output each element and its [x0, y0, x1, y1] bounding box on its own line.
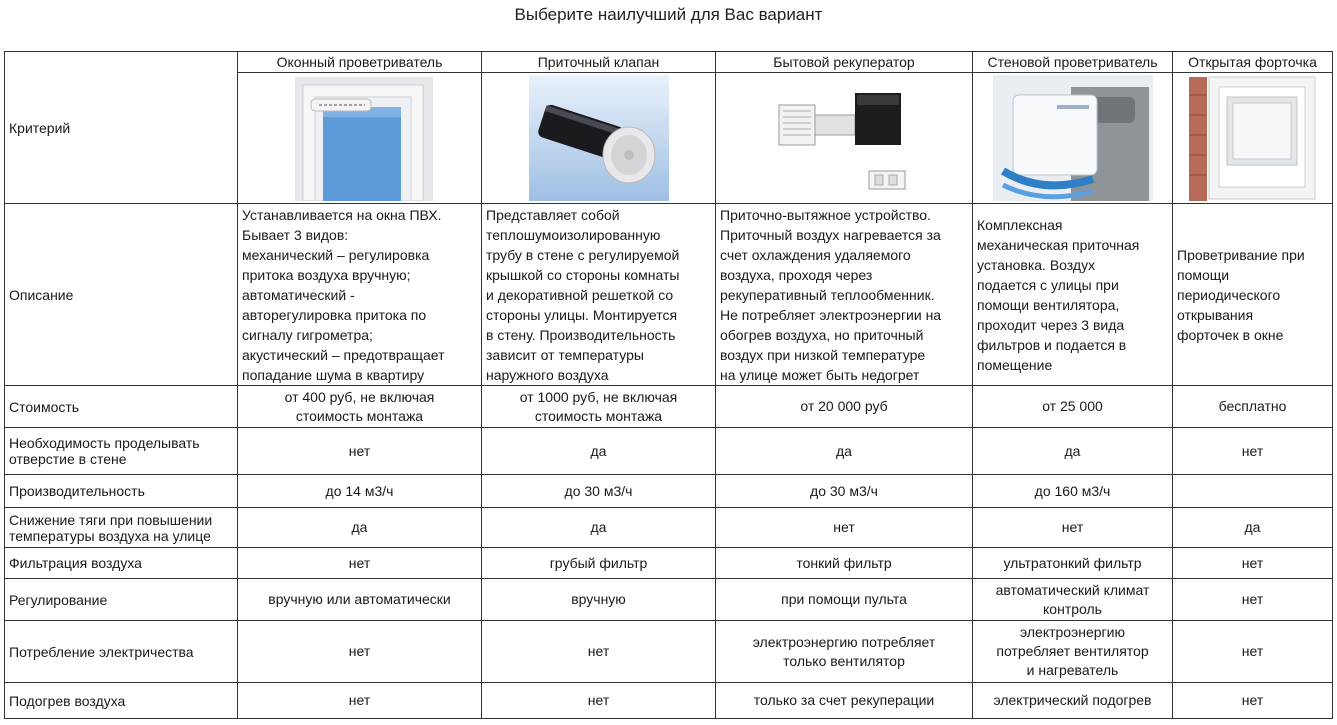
table-row: [5, 475, 1333, 508]
table-cell: да: [238, 508, 482, 548]
table-cell: да: [1173, 508, 1333, 548]
table-cell: автоматический климат контроль: [973, 579, 1173, 621]
column-header: Открытая форточка: [1173, 52, 1333, 73]
column-header: Стеновой проветриватель: [973, 52, 1173, 73]
image-cell: [716, 73, 973, 204]
description-cell: Комплексная механическая приточная установка. Воздух подается с улицы при помощи вентилятора, проходит через 3 вида фильтров и подается в помещение: [973, 204, 1173, 386]
table-row: [5, 508, 1333, 548]
table-cell: нет: [1173, 428, 1333, 475]
table-cell: от 1000 руб, не включая стоимость монтажа: [482, 386, 716, 428]
column-header-row: [5, 52, 1333, 73]
row-label: Производительность: [5, 475, 238, 508]
description-cell: Устанавливается на окна ПВХ. Бывает 3 видов: механический – регулировка притока воздуха вручную; автоматический - авторегулировка притока по сигналу гигрометра; акустический – предотвращает попадание шума в квартиру: [238, 204, 482, 386]
table-cell: от 20 000 руб: [716, 386, 973, 428]
criterion-header: Критерий: [5, 52, 238, 204]
table-row: [5, 386, 1333, 428]
table-row: [5, 621, 1333, 683]
table-cell: ультратонкий фильтр: [973, 548, 1173, 579]
description-row: [5, 204, 1333, 386]
window-ventilator-image: [285, 75, 435, 201]
row-label: Фильтрация воздуха: [5, 548, 238, 579]
description-cell: Приточно-вытяжное устройство. Приточный воздух нагревается за счет охлаждения удаляемого воздуха, проходя через рекуперативный теплообменник. Не потребляет электроэнергии на обогрев воздуха, но приточный воздух при низкой температуре на улице может быть недогрет: [716, 204, 973, 386]
row-label: Регулирование: [5, 579, 238, 621]
table-cell: до 30 м3/ч: [482, 475, 716, 508]
table-cell: нет: [1173, 579, 1333, 621]
image-cell: [238, 73, 482, 204]
supply-valve-image: [529, 75, 669, 201]
table-cell: до 160 м3/ч: [973, 475, 1173, 508]
table-cell: [1173, 475, 1333, 508]
row-label: Описание: [5, 204, 238, 386]
table-cell: нет: [238, 621, 482, 683]
wall-ventilator-image: [993, 75, 1153, 201]
table-cell: нет: [1173, 548, 1333, 579]
comparison-table: [4, 51, 1333, 719]
table-cell: нет: [1173, 683, 1333, 719]
table-cell: вручную или автоматически: [238, 579, 482, 621]
table-cell: от 25 000: [973, 386, 1173, 428]
open-window-image: [1187, 75, 1319, 201]
table-cell: вручную: [482, 579, 716, 621]
column-header: Оконный проветриватель: [238, 52, 482, 73]
table-row: [5, 548, 1333, 579]
description-cell: Проветривание при помощи периодического открывания форточек в окне: [1173, 204, 1333, 386]
table-cell: нет: [973, 508, 1173, 548]
table-cell: электрический подогрев: [973, 683, 1173, 719]
row-label: Снижение тяги при повышении температуры воздуха на улице: [5, 508, 238, 548]
row-label: Подогрев воздуха: [5, 683, 238, 719]
table-cell: до 30 м3/ч: [716, 475, 973, 508]
table-cell: нет: [238, 428, 482, 475]
table-cell: да: [482, 508, 716, 548]
table-cell: при помощи пульта: [716, 579, 973, 621]
table-cell: нет: [716, 508, 973, 548]
table-cell: тонкий фильтр: [716, 548, 973, 579]
table-cell: только за счет рекуперации: [716, 683, 973, 719]
table-cell: нет: [238, 548, 482, 579]
table-cell: да: [482, 428, 716, 475]
table-cell: грубый фильтр: [482, 548, 716, 579]
table-cell: от 400 руб, не включая стоимость монтажа: [238, 386, 482, 428]
description-cell: Представляет собой теплошумоизолированную трубу в стене с регулируемой крышкой со стороны комнаты и декоративной решеткой со стороны улицы. Монтируется в стену. Производительность зависит от температуры наружного воздуха: [482, 204, 716, 386]
row-label: Потребление электричества: [5, 621, 238, 683]
table-cell: да: [716, 428, 973, 475]
image-cell: [973, 73, 1173, 204]
table-cell: нет: [482, 621, 716, 683]
column-header: Бытовой рекуператор: [716, 52, 973, 73]
column-header: Приточный клапан: [482, 52, 716, 73]
table-cell: электроэнергию потребляет только вентилятор: [716, 621, 973, 683]
table-row: [5, 579, 1333, 621]
table-cell: бесплатно: [1173, 386, 1333, 428]
image-cell: [482, 73, 716, 204]
row-label: Стоимость: [5, 386, 238, 428]
row-label: Необходимость проделывать отверстие в стене: [5, 428, 238, 475]
table-cell: нет: [482, 683, 716, 719]
page-title: Выберите наилучший для Вас вариант: [514, 5, 823, 24]
table-cell: электроэнергию потребляет вентилятор и нагреватель: [973, 621, 1173, 683]
table-cell: нет: [1173, 621, 1333, 683]
table-cell: да: [973, 428, 1173, 475]
recuperator-image: [769, 75, 919, 201]
table-row: [5, 428, 1333, 475]
table-cell: нет: [238, 683, 482, 719]
image-cell: [1173, 73, 1333, 204]
table-cell: до 14 м3/ч: [238, 475, 482, 508]
table-row: [5, 683, 1333, 719]
